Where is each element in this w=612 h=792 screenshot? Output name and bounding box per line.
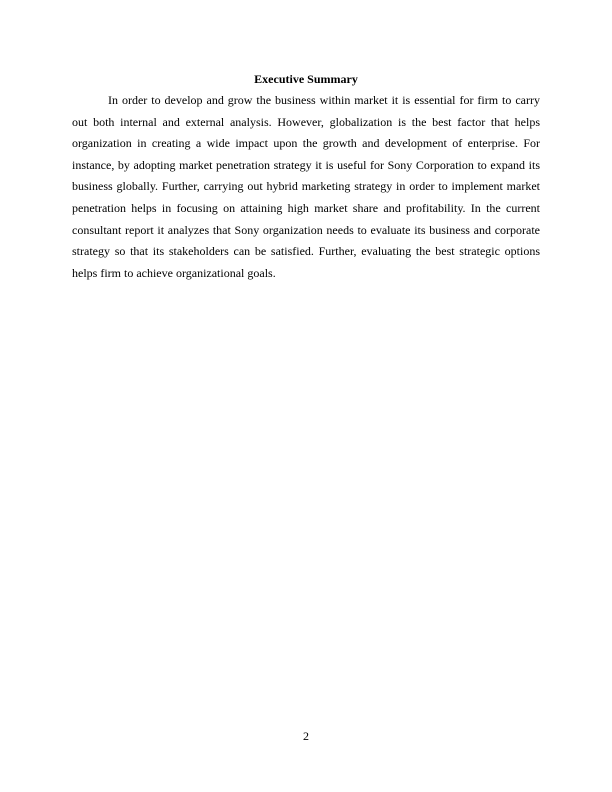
section-title: Executive Summary: [254, 72, 358, 86]
page-number: 2: [303, 729, 309, 743]
summary-paragraph: In order to develop and grow the business within market it is essential for firm to carry out both internal and external analysis. However, globalization is the best factor that helps organization in creating a wide impact upon the growth and development of enterprise. For instance, by adopting market penetration strategy it is useful for Sony Corporation to expand its business globally. Further, carrying out hybrid marketing strategy in order to implement market penetration helps in focusing on attaining high market share and profitability. In the current consultant report it analyzes that Sony organization needs to evaluate its business and corporate strategy so that its stakeholders can be satisfied. Further, evaluating the best strategic options helps firm to achieve organizational goals.: [72, 93, 540, 280]
